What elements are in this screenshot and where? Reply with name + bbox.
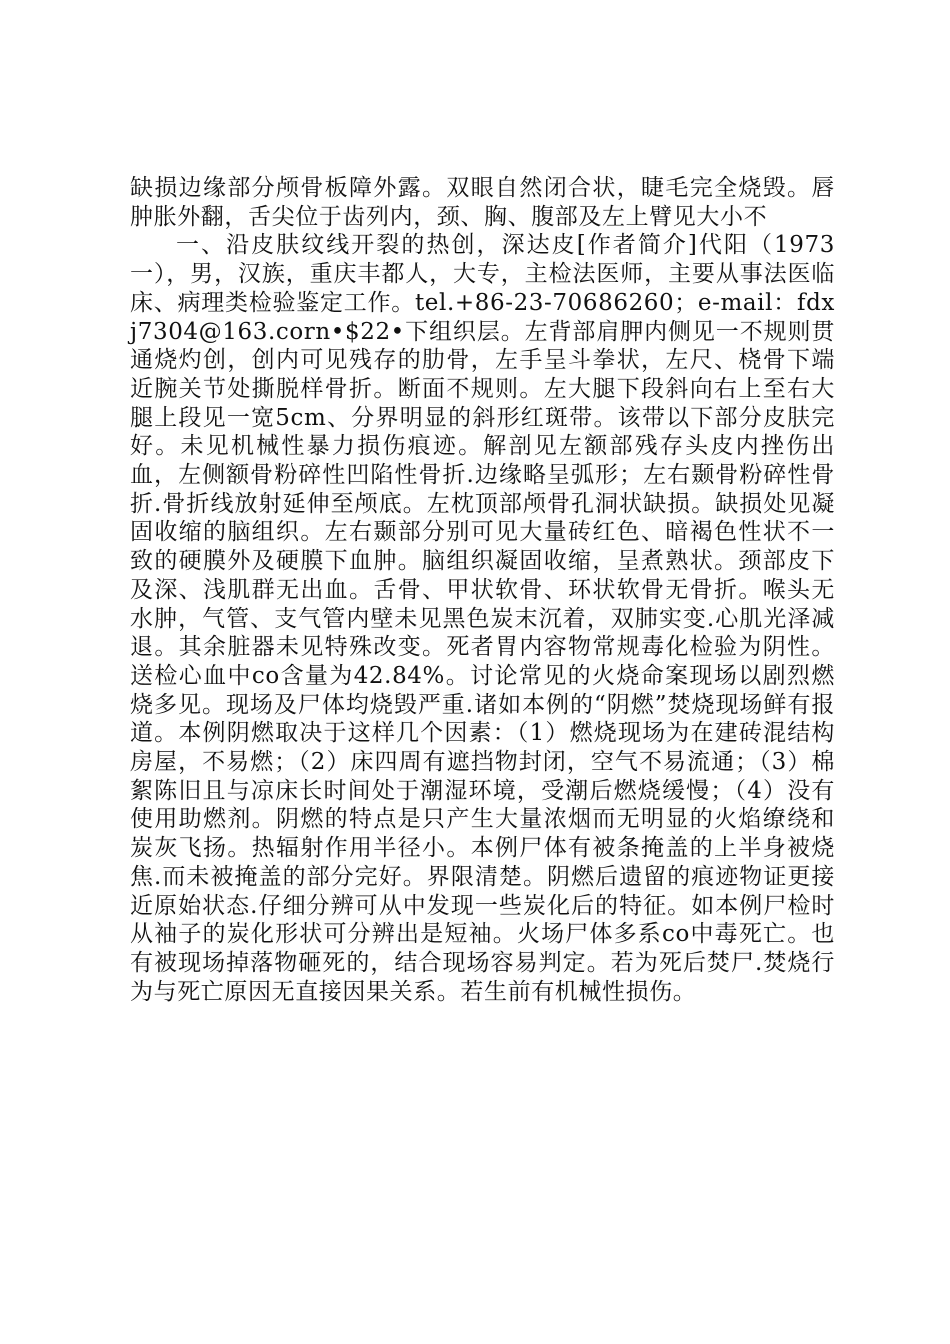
paragraph-main: 一、沿皮肤纹线开裂的热创，深达皮[作者简介]代阳（1973一），男，汉族，重庆丰都人，大专，主检法医师，主要从事法医临床、病理类检验鉴定工作。tel.+86-23-70686260；e-mail：fdxj7304@163.corn•$22•下组织层。左背部肩胛内侧见一不规则贯通烧灼创，创内可见残存的肋骨，左手呈斗拳状，左尺、桡骨下端近腕关节处撕脱样骨折。断面不规则。左大腿下段斜向右上至右大腿上段见一宽5cm、分界明显的斜形红斑带。该带以下部分皮肤完好。未见机械性暴力损伤痕迹。解剖见左额部残存头皮内挫伤出血，左侧额骨粉碎性凹陷性骨折.边缘略呈弧形；左右颞骨粉碎性骨折.骨折线放射延伸至颅底。左枕顶部颅骨孔洞状缺损。缺损处见凝固收缩的脑组织。左右颞部分别可见大量砖红色、暗褐色性状不一致的硬膜外及硬膜下血肿。脑组织凝固收缩，呈煮熟状。颈部皮下及深、浅肌群无出血。舌骨、甲状软骨、环状软骨无骨折。喉头无水肿，气管、支气管内壁未见黑色炭末沉着，双肺实变.心肌光泽减退。其余脏器未见特殊改变。死者胃内容物常规毒化检验为阴性。送检心血中co含量为42.84%。讨论常见的火烧命案现场以剧烈燃烧多见。现场及尸体均烧毁严重.诸如本例的“阴燃”焚烧现场鲜有报道。本例阴燃取决于这样几个因素：（1）燃烧现场为在建砖混结构房屋，不易燃；（2）床四周有遮挡物封闭，空气不易流通；（3）棉絮陈旧且与凉床长时间处于潮湿环境，受潮后燃烧缓慢；（4）没有使用助燃剂。阴燃的特点是只产生大量浓烟而无明显的火焰缭绕和炭灰飞扬。热辐射作用半径小。本例尸体有被条掩盖的上半身被烧焦.而未被掩盖的部分完好。界限清楚。阴燃后遗留的痕迹物证更接近原始状态.仔细分辨可从中发现一些炭化后的特征。如本例尸检时从袖子的炭化形状可分辨出是短袖。火场尸体多系co中毒死亡。也有被现场掉落物砸死的，结合现场容易判定。若为死后焚尸.焚烧行为与死亡原因无直接因果关系。若生前有机械性损伤。 — [130, 232, 835, 1005]
body-text — [130, 174, 835, 1006]
paragraph-continuation: 缺损边缘部分颅骨板障外露。双眼自然闭合状，睫毛完全烧毁。唇肿胀外翻，舌尖位于齿列内，颈、胸、腹部及左上臂见大小不 — [130, 175, 835, 230]
